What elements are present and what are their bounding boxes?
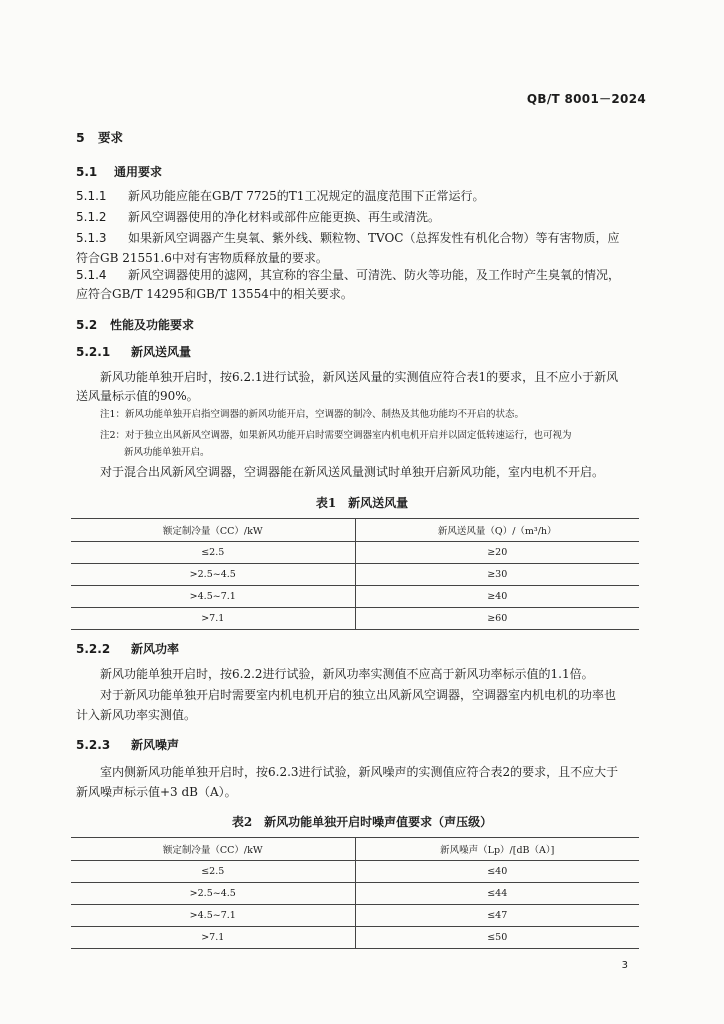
s523-para1-cont: 新风噪声标示值+3 dB（A）。 <box>76 785 237 799</box>
table-cell: ≤2.5 <box>71 861 355 883</box>
s521-para1-cont: 送风量标示值的90%。 <box>76 389 199 403</box>
table1-header-row <box>71 519 639 542</box>
table-row <box>71 542 639 564</box>
table-cell: ≥40 <box>355 586 639 608</box>
table-cell: ≥20 <box>355 542 639 564</box>
s522-para2-cont: 计入新风功率实测值。 <box>76 708 197 722</box>
section-5-2-3-heading: 5.2.3 新风噪声 <box>76 738 180 752</box>
table-cell: >7.1 <box>71 927 355 949</box>
table-cell: ≤40 <box>355 861 639 883</box>
table2-col1: 额定制冷量（CC）/kW <box>71 838 355 861</box>
s521-note1: 注1：新风功能单独开启指空调器的新风功能开启，空调器的制冷、制热及其他功能均不开启的状态。 <box>100 409 525 420</box>
clause-5-1-4-cont: 应符合GB/T 14295和GB/T 13554中的相关要求。 <box>76 287 353 301</box>
table-cell: ≤44 <box>355 883 639 905</box>
section-5-1-heading: 5.1 通用要求 <box>76 165 163 179</box>
table2-caption: 表2 新风功能单独开启时噪声值要求（声压级） <box>231 815 493 829</box>
section-5-heading: 5 要求 <box>76 130 124 145</box>
section-5-2-2-heading: 5.2.2 新风功率 <box>76 642 180 656</box>
clause-5-1-3: 5.1.3 如果新风空调器产生臭氧、紫外线、颗粒物、TVOC（总挥发性有机化合物）等有害物质，应 <box>76 231 620 245</box>
table-cell: >4.5~7.1 <box>71 905 355 927</box>
standard-number: QB/T 8001－2024 <box>526 92 646 106</box>
table1-caption: 表1 新风送风量 <box>315 496 409 510</box>
table-cell: >7.1 <box>71 608 355 630</box>
clause-5-1-4: 5.1.4 新风空调器使用的滤网，其宣称的容尘量、可清洗、防火等功能，及工作时产生臭氧的情况， <box>76 268 621 282</box>
table-row <box>71 564 639 586</box>
table2-header-row <box>71 838 639 861</box>
table2-col2: 新风噪声（Lp）/[dB（A）] <box>355 838 639 861</box>
table1-col1: 额定制冷量（CC）/kW <box>71 519 355 542</box>
page-number: 3 <box>621 960 628 971</box>
table-cell: >2.5~4.5 <box>71 883 355 905</box>
clause-5-1-3-cont: 符合GB 21551.6中对有害物质释放量的要求。 <box>76 251 328 265</box>
s521-para2: 对于混合出风新风空调器，空调器能在新风送风量测试时单独开启新风功能，室内电机不开启。 <box>100 465 605 479</box>
s522-para1: 新风功能单独开启时，按6.2.2进行试验，新风功率实测值不应高于新风功率标示值的1.1倍。 <box>100 667 594 681</box>
table1 <box>71 518 639 630</box>
table-cell: ≥30 <box>355 564 639 586</box>
table1-col2: 新风送风量（Q）/（m³/h） <box>355 519 639 542</box>
table-cell: >4.5~7.1 <box>71 586 355 608</box>
table-cell: ≥60 <box>355 608 639 630</box>
table-row <box>71 883 639 905</box>
clause-5-1-2: 5.1.2 新风空调器使用的净化材料或部件应能更换、再生或清洗。 <box>76 210 441 224</box>
table-row <box>71 586 639 608</box>
table2 <box>71 837 639 949</box>
section-5-2-heading: 5.2 性能及功能要求 <box>76 318 195 332</box>
table-cell: ≤50 <box>355 927 639 949</box>
table-row <box>71 861 639 883</box>
table-row <box>71 608 639 630</box>
table-cell: ≤47 <box>355 905 639 927</box>
s522-para2: 对于新风功能单独开启时需要室内机电机开启的独立出风新风空调器，空调器室内机电机的功率也 <box>100 688 617 702</box>
s521-para1: 新风功能单独开启时，按6.2.1进行试验，新风送风量的实测值应符合表1的要求，且不应小于新风 <box>100 370 619 384</box>
s521-note2: 注2：对于独立出风新风空调器，如果新风功能开启时需要空调器室内机电机开启并以固定低转速运行，也可视为 <box>100 430 572 441</box>
s521-note2-cont: 新风功能单独开启。 <box>124 447 210 458</box>
table-cell: ≤2.5 <box>71 542 355 564</box>
section-5-2-1-heading: 5.2.1 新风送风量 <box>76 345 192 359</box>
table-row <box>71 905 639 927</box>
s523-para1: 室内侧新风功能单独开启时，按6.2.3进行试验，新风噪声的实测值应符合表2的要求，且不应大于 <box>100 765 619 779</box>
table-row <box>71 927 639 949</box>
table-cell: >2.5~4.5 <box>71 564 355 586</box>
clause-5-1-1: 5.1.1 新风功能应能在GB/T 7725的T1工况规定的温度范围下正常运行。 <box>76 189 485 203</box>
